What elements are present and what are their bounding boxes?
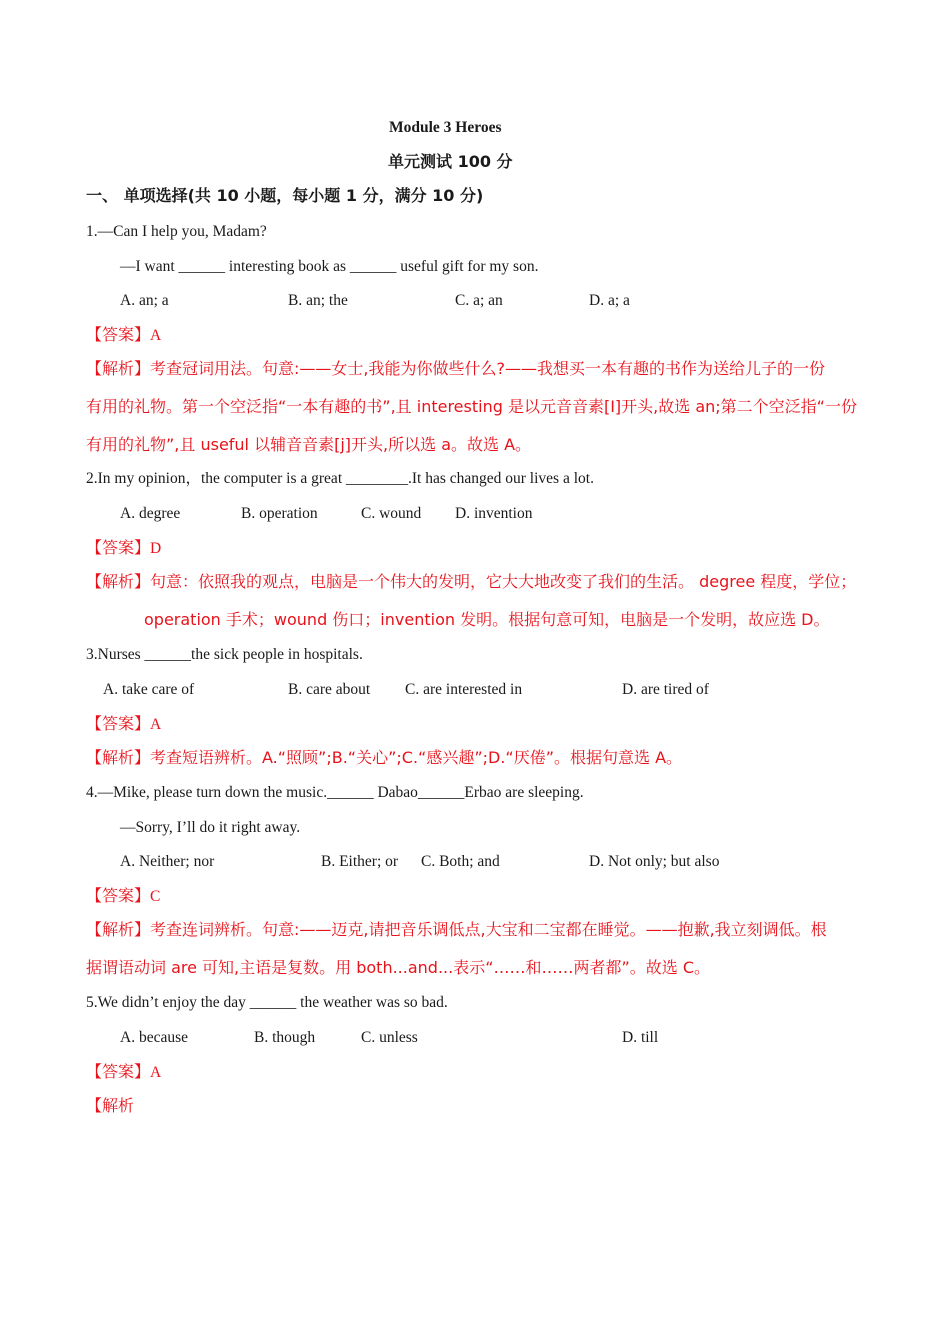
question-3-answer: 【答案】A [86, 714, 162, 733]
question-1-analysis-line-2: 有用的礼物。第一个空泛指“一本有趣的书”,且 interesting 是以元音音素[I]开头,故选 an;第二个空泛指“一份 [86, 397, 857, 416]
question-2-option-d: D. invention [455, 505, 533, 522]
question-2-analysis-line-2: operation 手术；wound 伤口；invention 发明。根据句意可知，电脑是一个发明，故应选 D。 [144, 610, 830, 629]
question-1-option-b: B. an; the [288, 292, 348, 309]
question-4-option-b: B. Either; or [321, 853, 399, 870]
question-4-analysis-line-1: 【解析】考查连词辨析。句意:——迈克,请把音乐调低点,大宝和二宝都在睡觉。——抱歉,我立刻调低。根 [86, 920, 827, 939]
question-3-option-c: C. are interested in [405, 681, 523, 698]
page-title: Module 3 Heroes [389, 119, 502, 136]
question-2-option-b: B. operation [241, 505, 318, 522]
question-5-option-c: C. unless [361, 1029, 418, 1046]
question-1-option-d: D. a; a [589, 292, 630, 309]
question-4-stem: 4.—Mike, please turn down the music.______ Dabao______Erbao are sleeping. [86, 784, 584, 801]
question-2-option-a: A. degree [120, 505, 181, 522]
section-heading: 一、 单项选择(共 10 小题，每小题 1 分，满分 10 分) [86, 186, 484, 205]
question-1-analysis-line-1: 【解析】考查冠词用法。句意:——女士,我能为你做些什么?——我想买一本有趣的书作为送给儿子的一份 [86, 359, 825, 378]
question-4-stem-2: —Sorry, I’ll do it right away. [120, 819, 301, 836]
page-subtitle: 单元测试 100 分 [388, 152, 513, 171]
question-3-option-a: A. take care of [103, 681, 195, 698]
question-4-analysis-line-2: 据谓语动词 are 可知,主语是复数。用 both...and...表示“……和……两者都”。故选 C。 [86, 958, 711, 977]
question-2-answer: 【答案】D [86, 538, 162, 557]
question-5-analysis-label: 【解析 [86, 1096, 135, 1115]
question-5-stem: 5.We didn’t enjoy the day ______ the weather was so bad. [86, 994, 448, 1011]
question-5-option-b: B. though [254, 1029, 316, 1046]
question-1-analysis-line-3: 有用的礼物”,且 useful 以辅音音素[j]开头,所以选 a。故选 A。 [86, 435, 532, 454]
question-3-stem: 3.Nurses ______the sick people in hospitals. [86, 646, 363, 663]
question-4-option-a: A. Neither; nor [120, 853, 215, 870]
question-3-analysis-line-1: 【解析】考查短语辨析。A.“照顾”;B.“关心”;C.“感兴趣”;D.“厌倦”。根据句意选 A。 [86, 748, 683, 767]
question-4-answer: 【答案】C [86, 886, 161, 905]
question-5-option-d: D. till [622, 1029, 659, 1046]
question-3-option-b: B. care about [288, 681, 371, 698]
question-5-answer: 【答案】A [86, 1062, 162, 1081]
question-1-option-c: C. a; an [455, 292, 503, 309]
question-2-option-c: C. wound [361, 505, 422, 522]
question-1-answer: 【答案】A [86, 325, 162, 344]
question-2-stem: 2.In my opinion，the computer is a great ________.It has changed our lives a lot. [86, 470, 594, 487]
question-1-option-a: A. an; a [120, 292, 169, 309]
question-1-stem: 1.—Can I help you, Madam? [86, 223, 267, 240]
question-2-analysis-line-1: 【解析】句意：依照我的观点，电脑是一个伟大的发明，它大大地改变了我们的生活。 degree 程度，学位； [86, 572, 857, 591]
question-4-option-c: C. Both; and [421, 853, 500, 870]
question-5-option-a: A. because [120, 1029, 188, 1046]
question-4-option-d: D. Not only; but also [589, 853, 720, 870]
question-3-option-d: D. are tired of [622, 681, 709, 698]
question-1-stem-2: —I want ______ interesting book as ______ useful gift for my son. [120, 258, 539, 275]
